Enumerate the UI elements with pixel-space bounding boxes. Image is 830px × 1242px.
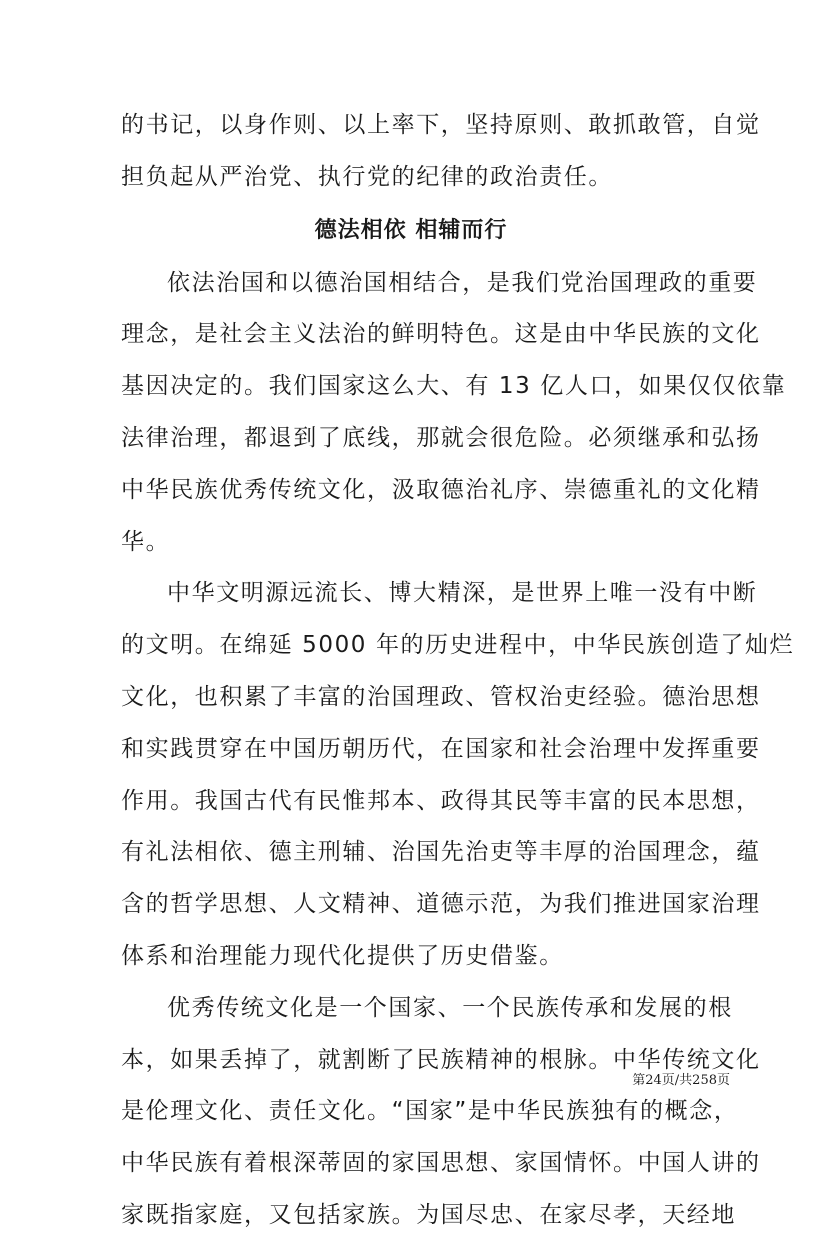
text-line: 作用。我国古代有民惟邦本、政得其民等丰富的民本思想， (121, 787, 761, 814)
text-line: 依法治国和以德治国相结合，是我们党治国理政的重要 (167, 269, 758, 296)
text-line: 文化，也积累了丰富的治国理政、管权治吏经验。德治思想 (121, 683, 761, 710)
text-line: 法律治理，都退到了底线，那就会很危险。必须继承和弘扬 (121, 424, 761, 451)
text-line: 的书记，以身作则、以上率下，坚持原则、敢抓敢管，自觉 (121, 112, 761, 138)
section-heading: 德法相依 相辅而行 (314, 217, 508, 243)
text-line: 担负起从严治党、执行党的纪律的政治责任。 (121, 163, 613, 190)
text-line: 中华文明源远流长、博大精深，是世界上唯一没有中断 (167, 580, 758, 607)
text-line: 含的哲学思想、人文精神、道德示范，为我们推进国家治理 (121, 891, 761, 918)
text-line: 优秀传统文化是一个国家、一个民族传承和发展的根 (167, 994, 733, 1021)
text-line: 华。 (121, 528, 171, 555)
text-line: 中华民族优秀传统文化，汲取德治礼序、崇德重礼的文化精 (121, 476, 761, 503)
text-line: 的文明。在绵延 5000 年的历史进程中，中华民族创造了灿烂 (121, 632, 795, 659)
text-line: 和实践贯穿在中国历朝历代，在国家和社会治理中发挥重要 (121, 735, 761, 762)
text-line: 家既指家庭，又包括家族。为国尽忠、在家尽孝，天经地 (121, 1201, 736, 1228)
text-line: 中华民族有着根深蒂固的家国思想、家国情怀。中国人讲的 (121, 1150, 761, 1177)
text-line: 是伦理文化、责任文化。“国家”是中华民族独有的概念， (121, 1098, 739, 1125)
text-line: 基因决定的。我们国家这么大、有 13 亿人口，如果仅仅依靠 (121, 373, 787, 400)
text-line: 有礼法相依、德主刑辅、治国先治吏等丰厚的治国理念，蕴 (121, 839, 761, 866)
page-indicator: 第24页/共258页 (632, 1073, 730, 1088)
text-line: 理念，是社会主义法治的鲜明特色。这是由中华民族的文化 (121, 321, 761, 348)
text-line: 本，如果丢掉了，就割断了民族精神的根脉。中华传统文化 (121, 1046, 761, 1073)
text-line: 体系和治理能力现代化提供了历史借鉴。 (121, 942, 564, 969)
